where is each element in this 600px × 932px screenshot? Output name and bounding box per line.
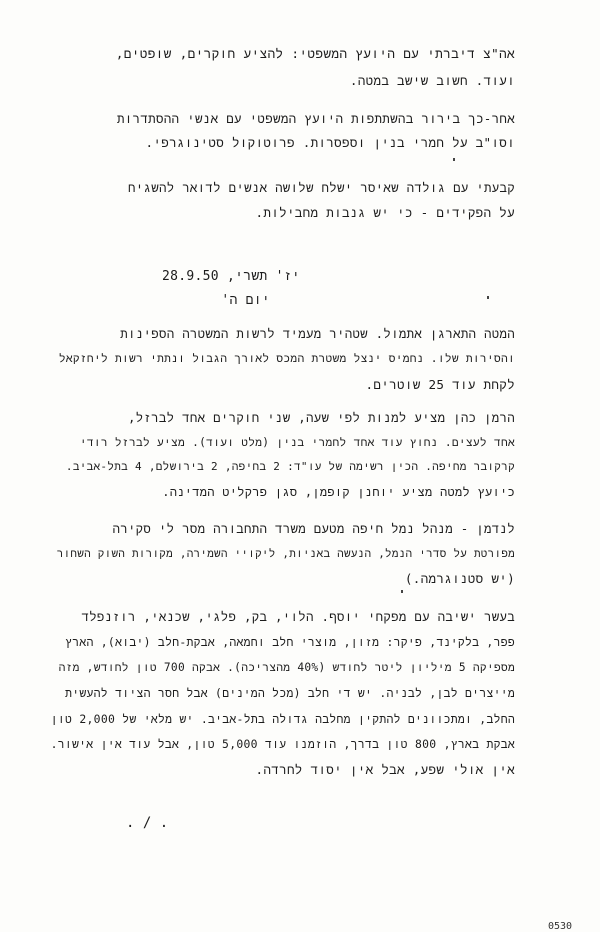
diary-date: יז' תשרי, 28.9.50 (161, 269, 300, 284)
text-line: לקחת עוד 25 שוטרים. (365, 377, 515, 392)
text-line: אין אולי שפע, אבל אין יסוד לחרדה. (255, 762, 515, 777)
scan-mark (401, 590, 403, 593)
text-line: אחר-כך בירור בהשתתפות היועץ המשפטי עם אנשי ההסתדרות (116, 111, 515, 126)
text-line: הרמן כהן מציע למנות לפי שעה, שני חוקרים אחד לברזל, (127, 410, 515, 425)
text-line: אחד לעצים. נחוץ עוד אחד לחמרי בנין (מלט ועוד). מציע לברזל רודי (79, 436, 515, 449)
text-line: מספיקה 5 מיליון ליטר לחודש (40% מהצריכה). אבקה 700 טון לחודש, מזה (58, 661, 515, 674)
text-line: כיועץ למטה מציע יוחנן קופמן, סגן פרקליט המדינה. (162, 485, 515, 499)
text-line: ועוד. חשוב שישב במטה. (349, 73, 515, 88)
text-line: (יש סטנוגרמה.) (404, 571, 515, 586)
diary-day: יום ה' (221, 293, 270, 308)
scan-mark (453, 158, 455, 161)
text-line: אבקת בארץ, 800 טון בדרך, הוזמנו עוד 5,000 טון, אבל עוד אין אישור. (50, 737, 515, 751)
text-line: והסירות שלו. נחמיס ינצל משטרת המכס לאורך הגבול ונתתי רשות ליחזקאל (58, 352, 515, 365)
text-line: בעשר ישיבה עם מפקחי יוסף. הלוי, בק, פלגי, שכנאי, רוזנפלד (81, 609, 515, 624)
text-line: קרקובר מחיפה. הכין רשימה של עו"ד: 2 בחיפה, 2 בירושלם, 4 בתל-אביב. (65, 460, 515, 473)
text-line: המטה התארגן אתמול. שטהיר מעמיד לרשות המשטרה הספינות (120, 326, 515, 341)
text-line: לנדמן - מנהל נמל חיפה מטעם משרד התחבורה מסר לי סקירה (112, 521, 515, 536)
text-line: אה"צ דיברתי עם היועץ המשפטי: להציע חוקרים, שופטים, (115, 47, 515, 62)
text-line: וסו"ב על חמרי בנין וספסרות. פרוטוקול סטינוגרפי. (145, 135, 515, 150)
text-line: מפורטת על סדרי הנמל, הנעשה באניות, ליקויי השמירה, מקורות השוק השחור (56, 547, 515, 560)
closing-mark: . / . (126, 815, 169, 831)
text-line: קבעתי עם גולדה שאיסר ישלח שלושה אנשים לדואר להשגיח (128, 180, 515, 195)
scan-mark (487, 296, 489, 299)
text-line: מייצרים לבן, לבניה. יש די חלב (מכל המינים) אבל חסר הציוד להעשית (65, 686, 515, 700)
text-line: החלב, ומתכוונים להתקין מחלבה גדולה בתל-אביב. יש מלאי של 2,000 טון (50, 712, 515, 726)
page-stamp: 0530 (548, 921, 573, 932)
text-line: פפר, בלקינד, פיקר: מזון, מוצרי חלב וחמאה, אבקת-חלב (יבוא), הארץ (65, 635, 515, 649)
text-line: על הפקידים - כי יש גנבות מחבילות. (255, 205, 515, 220)
